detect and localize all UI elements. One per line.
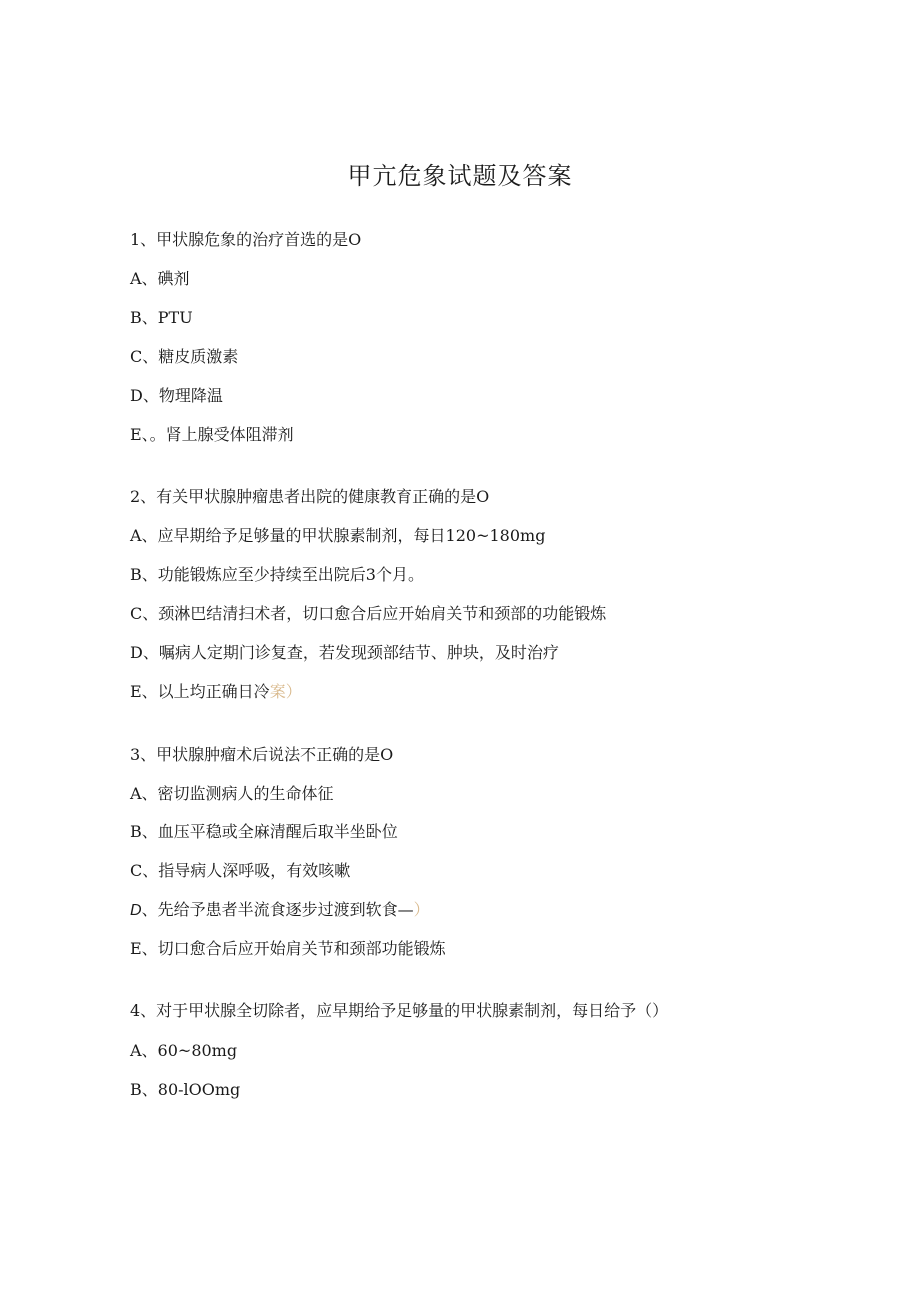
question-3-option-c: C、指导病人深呼吸，有效咳嗽: [130, 861, 351, 880]
page-title: 甲亢危象试题及答案: [347, 162, 573, 190]
question-1-option-e: E、。肾上腺受体阻滞剂: [130, 425, 294, 444]
question-3-option-e: E、切口愈合后应开始肩关节和颈部功能锻炼: [130, 939, 446, 958]
question-3-option-d: [130, 900, 430, 921]
question-2-option-e-faded-text: 案）: [269, 682, 302, 701]
question-1-option-a: A、碘剂: [130, 269, 190, 288]
question-3-stem: 3、甲状腺肿瘤术后说法不正确的是O: [130, 745, 394, 764]
question-3-option-d-faded-text: ）: [413, 900, 430, 919]
question-4-option-a: A、60~80mg: [130, 1041, 238, 1060]
question-2-option-c: C、颈淋巴结清扫术者，切口愈合后应开始肩关节和颈部的功能锻炼: [130, 604, 607, 623]
question-2-option-b: B、功能锻炼应至少持续至出院后3个月。: [130, 565, 424, 584]
question-2-option-a: A、应早期给予足够量的甲状腺素制剂，每日120~180mg: [130, 526, 546, 545]
question-1-option-c: C、糖皮质激素: [130, 347, 239, 366]
question-2-option-e-text: E、以上均正确日冷: [130, 682, 270, 701]
question-3-option-b: B、血压平稳或全麻清醒后取半坐卧位: [130, 822, 398, 841]
question-3-option-a: A、密切监测病人的生命体征: [130, 784, 334, 803]
question-3-option-d-letter: D: [130, 902, 142, 919]
question-2-option-d: D、嘱病人定期门诊复查，若发现颈部结节、肿块，及时治疗: [130, 643, 559, 662]
question-4-stem: 4、对于甲状腺全切除者，应早期给予足够量的甲状腺素制剂，每日给予（）: [130, 1001, 669, 1020]
question-3-option-d-text: 、先给予患者半流食逐步过渡到软食—: [141, 900, 414, 919]
question-1-option-b: B、PTU: [130, 308, 193, 327]
question-4-option-b: B、80-lOOmg: [130, 1080, 241, 1099]
question-1-stem: 1、甲状腺危象的治疗首选的是O: [130, 230, 362, 249]
question-1-option-d: D、物理降温: [130, 386, 223, 405]
question-2-option-e: [130, 682, 302, 702]
question-2-stem: 2、有关甲状腺肿瘤患者出院的健康教育正确的是O: [130, 487, 490, 506]
